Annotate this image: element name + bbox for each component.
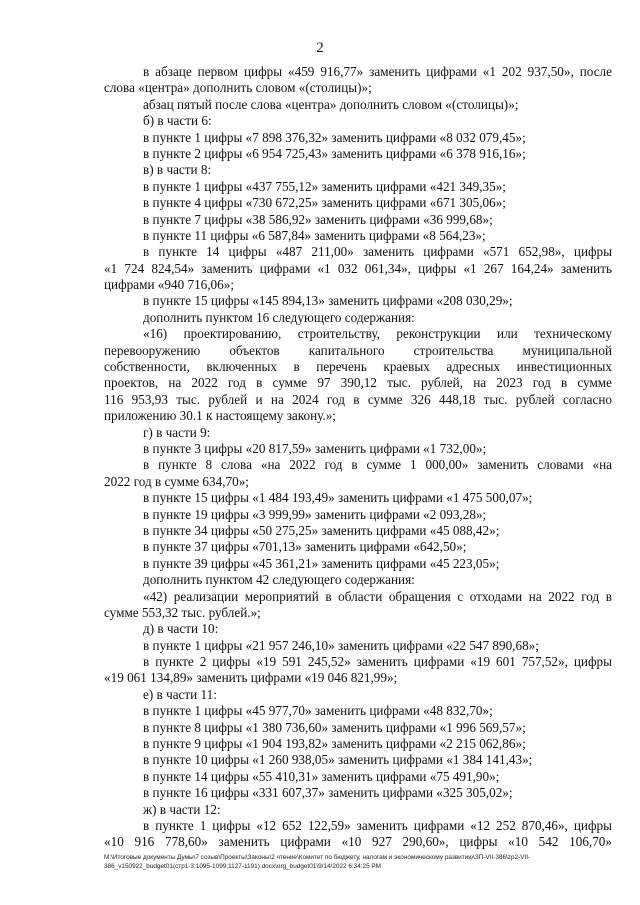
footer-line: M:\Итоговые документы Думы\7 созыв\Проекты\Законы\2 чтение\Комитет по бюджету, налогам и экономическому развитию\ЗП-VII-386\zp2-VII-: [104, 854, 531, 861]
text-line: в пункте 16 цифры «331 607,37» заменить цифрами «325 305,02»;: [143, 785, 513, 801]
text-line: «10 916 778,60» заменить цифрами «10 927 290,60», цифры «10 542 106,70»: [104, 834, 612, 850]
text-line: ж) в части 12:: [143, 801, 221, 817]
text-line: в) в части 8:: [143, 162, 212, 178]
text-line: «1 724 824,54» заменить цифрами «1 032 061,34», цифры «1 267 164,24» заменить: [104, 260, 612, 276]
text-line: г) в части 9:: [143, 424, 211, 440]
text-line: приложению 30.1 к настоящему закону.»;: [104, 408, 336, 424]
text-line: в пункте 39 цифры «45 361,21» заменить цифрами «45 223,05»;: [143, 555, 500, 571]
text-line: в пункте 14 цифры «487 211,00» заменить цифрами «571 652,98», цифры: [143, 244, 612, 260]
text-line: перевооружению объектов капитального строительства муниципальной: [104, 342, 612, 358]
text-line: в пункте 7 цифры «38 586,92» заменить цифрами «36 999,68»;: [143, 211, 493, 227]
text-line: дополнить пунктом 16 следующего содержания:: [143, 309, 415, 325]
document-body: [104, 64, 612, 851]
footer-line: 386_v150922_budget01(стр1-3;1095-1099;1127-1191).docx\org_budget01\9/14/2022 6:34:25 PM: [104, 863, 381, 870]
text-line: «42) реализации мероприятий в области обращения с отходами на 2022 год в: [143, 588, 612, 604]
text-line: в пункте 15 цифры «1 484 193,49» заменить цифрами «1 475 500,07»;: [143, 490, 533, 506]
text-line: в пункте 8 слова «на 2022 год в сумме 1 000,00» заменить словами «на: [143, 457, 612, 473]
text-line: в пункте 9 цифры «1 904 193,82» заменить цифрами «2 215 062,86»;: [143, 736, 526, 752]
text-line: «16) проектированию, строительству, реконструкции или техническому: [143, 326, 612, 342]
text-line: собственности, включенных в перечень краевых адресных инвестиционных: [104, 359, 612, 375]
text-line: сумме 553,32 тыс. рублей.»;: [104, 604, 261, 620]
text-line: в пункте 1 цифры «45 977,70» заменить цифрами «48 832,70»;: [143, 703, 493, 719]
text-line: в пункте 8 цифры «1 380 736,60» заменить цифрами «1 996 569,57»;: [143, 719, 526, 735]
text-line: в пункте 1 цифры «12 652 122,59» заменить цифрами «12 252 870,46», цифры: [143, 817, 612, 833]
text-line: в пункте 14 цифры «55 410,31» заменить цифрами «75 491,90»;: [143, 768, 500, 784]
text-line: в пункте 1 цифры «21 957 246,10» заменить цифрами «22 547 890,68»;: [143, 637, 539, 653]
text-line: в абзаце первом цифры «459 916,77» заменить цифрами «1 202 937,50», после: [143, 64, 612, 79]
text-line: «19 061 134,89» заменить цифрами «19 046 821,99»;: [104, 670, 398, 686]
text-line: в пункте 1 цифры «7 898 376,32» заменить цифрами «8 032 079,45»;: [143, 129, 526, 145]
text-line: в пункте 15 цифры «145 894,13» заменить цифрами «208 030,29»;: [143, 293, 513, 309]
text-line: в пункте 4 цифры «730 672,25» заменить цифрами «671 305,06»;: [143, 195, 506, 211]
text-line: е) в части 11:: [143, 686, 217, 702]
text-line: б) в части 6:: [143, 113, 212, 129]
text-line: в пункте 1 цифры «437 755,12» заменить цифрами «421 349,35»;: [143, 178, 506, 194]
text-line: в пункте 34 цифры «50 275,25» заменить цифрами «45 088,42»;: [143, 522, 500, 538]
text-line: дополнить пунктом 42 следующего содержания:: [143, 572, 415, 588]
text-line: проектов, на 2022 год в сумме 97 390,12 тыс. рублей, на 2023 год в сумме: [104, 375, 612, 391]
text-line: в пункте 10 цифры «1 260 938,05» заменить цифрами «1 384 141,43»;: [143, 752, 533, 768]
text-line: в пункте 2 цифры «6 954 725,43» заменить цифрами «6 378 916,16»;: [143, 145, 526, 161]
text-line: в пункте 11 цифры «6 587,84» заменить цифрами «8 564,23»;: [143, 227, 486, 243]
text-line: в пункте 2 цифры «19 591 245,52» заменить цифрами «19 601 757,52», цифры: [143, 654, 612, 670]
text-line: в пункте 37 цифры «701,13» заменить цифрами «642,50»;: [143, 539, 467, 555]
text-line: д) в части 10:: [143, 621, 219, 637]
text-line: абзац пятый после слова «центра» дополнить словом «(столицы)»;: [143, 96, 519, 112]
text-line: 2022 год в сумме 634,70»;: [104, 473, 249, 489]
text-line: цифрами «940 716,06»;: [104, 277, 235, 293]
text-line: в пункте 3 цифры «20 817,59» заменить цифрами «1 732,00»;: [143, 440, 487, 456]
file-path-footer: [104, 853, 612, 871]
page-number: 2: [316, 40, 324, 56]
text-line: в пункте 19 цифры «3 999,99» заменить цифрами «2 093,28»;: [143, 506, 487, 522]
text-line: 116 953,93 тыс. рублей и на 2024 год в сумме 326 448,18 тыс. рублей согласно: [104, 391, 612, 407]
text-line: слова «центра» дополнить словом «(столицы)»;: [104, 80, 372, 96]
